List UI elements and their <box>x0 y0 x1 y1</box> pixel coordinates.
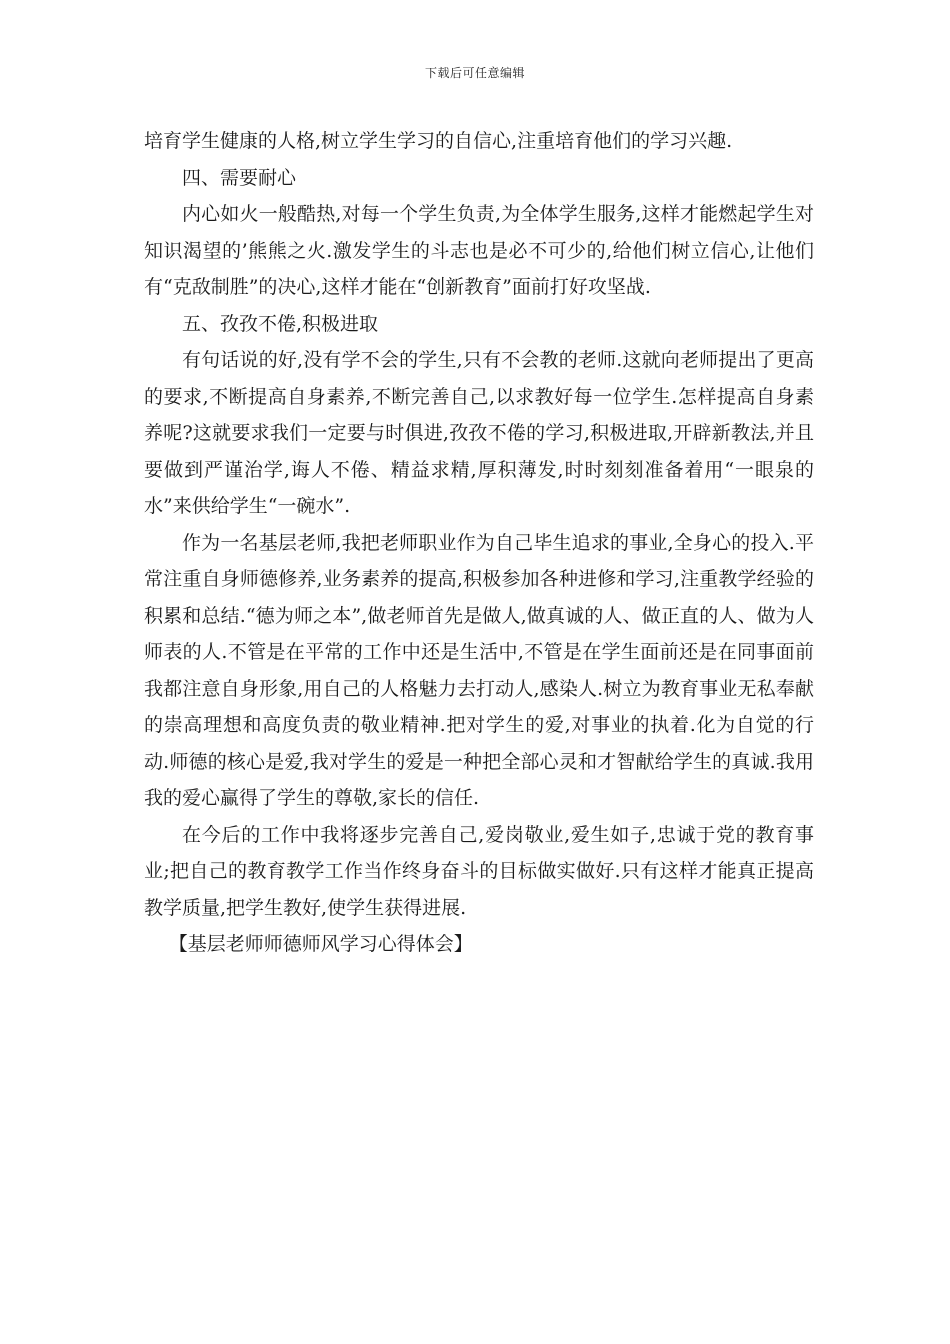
closing-title: 【基层老师师德师风学习心得体会】 <box>168 933 473 955</box>
paragraph-teacher-ethics: 作为一名基层老师,我把老师职业作为自己毕生追求的事业,全身心的投入.平常注重自身师德修养,业务素养的提高,积极参加各种进修和学习,注重教学经验的积累和总结.“德为师之本”,做老师首先是做人,做真诚的人、做正直的人、做为人师表的人.不管是在平常的工作中还是生活中,不管是在学生面前还是在同事面前我都注意自身形象,用自己的人格魅力去打动人,感染人.树立为教育事业无私奉献的崇高理想和高度负责的敬业精神.把对学生的爱,对事业的执着.化为自觉的行动.师德的核心是爱,我对学生的爱是一种把全部心灵和才智献给学生的真诚.我用我的爱心赢得了学生的尊敬,家长的信任. <box>144 531 814 809</box>
paragraph-future-work: 在今后的工作中我将逐步完善自己,爱岗敬业,爱生如子,忠诚于党的教育事业;把自己的教育教学工作当作终身奋斗的目标做实做好.只有这样才能真正提高教学质量,把学生教好,使学生获得进展. <box>144 823 814 919</box>
document-body <box>144 123 814 963</box>
header-note: 下载后可任意编辑 <box>424 66 525 80</box>
section-heading-patience: 四、需要耐心 <box>182 166 297 189</box>
paragraph-continuation: 培育学生健康的人格,树立学生学习的自信心,注重培育他们的学习兴趣. <box>144 130 733 152</box>
section-heading-diligence: 五、孜孜不倦,积极进取 <box>182 312 379 335</box>
paragraph-patience: 内心如火一般酷热,对每一个学生负责,为全体学生服务,这样才能燃起学生对知识渴望的’熊熊之火.激发学生的斗志也是必不可少的,给他们树立信心,让他们有“克敌制胜”的决心,这样才能在“创新教育”面前打好攻坚战. <box>144 203 814 298</box>
paragraph-diligence: 有句话说的好,没有学不会的学生,只有不会教的老师.这就向老师提出了更高的要求,不断提高自身素养,不断完善自己,以求教好每一位学生.怎样提高自身素养呢?这就要求我们一定要与时俱进,孜孜不倦的学习,积极进取,开辟新教法,并且要做到严谨治学,诲人不倦、精益求精,厚积薄发,时时刻刻准备着用“一眼泉的水”来供给学生“一碗水”. <box>144 349 814 517</box>
